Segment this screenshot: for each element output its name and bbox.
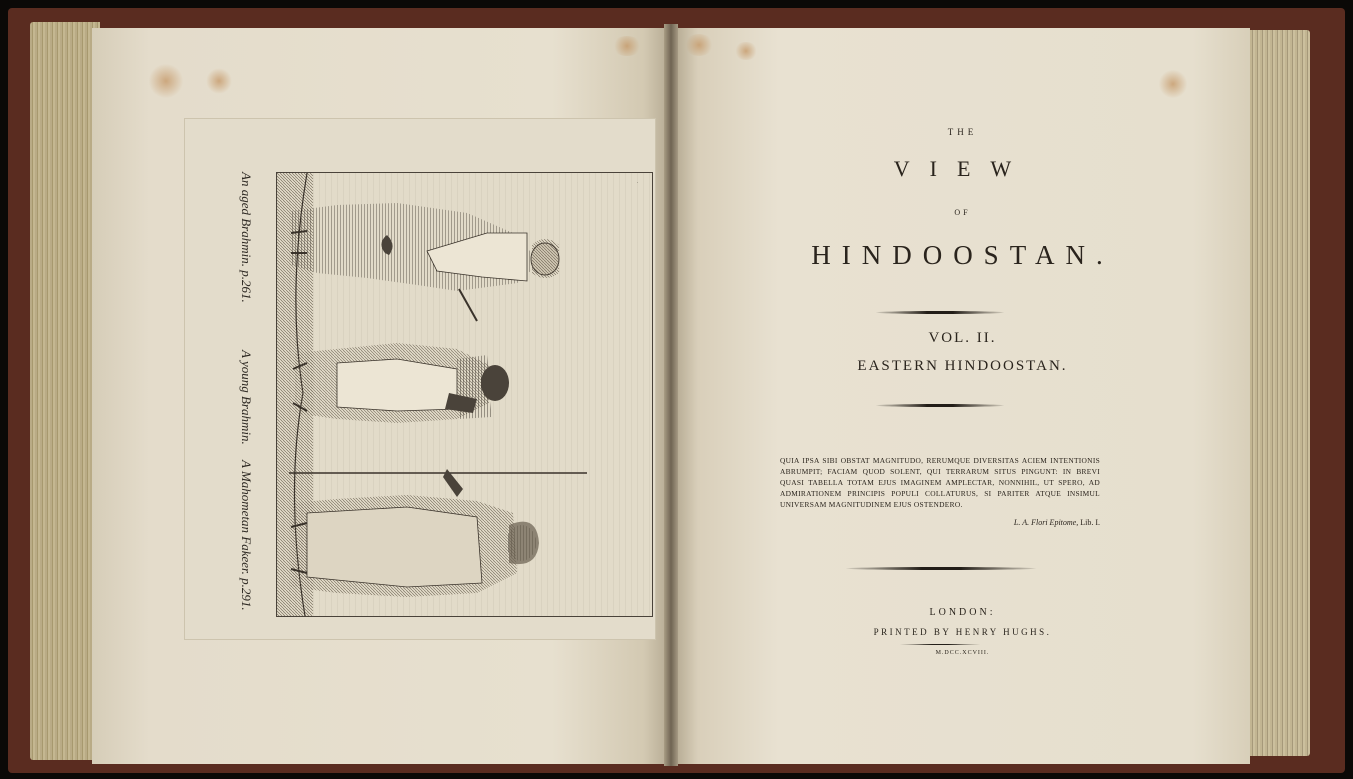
title-of: OF bbox=[954, 208, 971, 217]
epigraph-source bbox=[780, 518, 1100, 527]
caption-fakeer: A Mahometan Fakeer. p.291. bbox=[239, 460, 254, 611]
ornamental-rule bbox=[876, 404, 1004, 407]
imprint-place: LONDON: bbox=[929, 607, 996, 618]
epigraph: QUIA IPSA SIBI OBSTAT MAGNITUDO, RERUMQUE DIVERSITAS ACIEM INTENTIONIS ABRUMPIT; FACIAM QUOD SOLENT, QUI TERRARUM SITUS PINGUNT: IN BREVI QUASI TABELLA TOTAM EJUS IMAGINEM AMPLECTAR, NONNIHIL, UT SPERO, AD ADMIRATIONEM PRINCIPIS POPULI COLLATURUS, SI PARITER ATQUE INSIMUL UNIVERSAM MAGNITUDINEM EJUS OSTENDERO. bbox=[780, 456, 1100, 509]
foxing-spot bbox=[148, 64, 184, 98]
volume-number: VOL. II. bbox=[928, 330, 997, 346]
engraving-illustration bbox=[277, 173, 652, 616]
imprint-year: M.DCC.XCVIII. bbox=[935, 650, 990, 656]
title-view: VIEW bbox=[893, 156, 1032, 181]
caption-aged-brahmin: An aged Brahmin. p.261. bbox=[239, 172, 254, 303]
epigraph-source-title: L. A. Flori Epitome, bbox=[1013, 518, 1079, 527]
foxing-spot bbox=[684, 34, 714, 56]
title-the: THE bbox=[947, 127, 978, 137]
caption-young-brahmin: A young Brahmin. bbox=[239, 350, 254, 445]
imprint-rule bbox=[900, 644, 980, 645]
foxing-spot bbox=[734, 42, 758, 60]
foxing-spot bbox=[612, 36, 642, 56]
epigraph-source-book: Lib. I. bbox=[1080, 518, 1100, 527]
volume-subtitle: EASTERN HINDOOSTAN. bbox=[857, 358, 1068, 374]
ornamental-rule bbox=[876, 311, 1004, 314]
title-hindoostan: HINDOOSTAN. bbox=[811, 240, 1114, 270]
engraving-plate bbox=[276, 172, 653, 617]
left-page-edges bbox=[30, 22, 100, 760]
plate-number-mark: ' bbox=[637, 181, 638, 186]
imprint-printer: PRINTED BY HENRY HUGHS. bbox=[873, 627, 1052, 637]
foxing-spot bbox=[206, 68, 232, 94]
foxing-spot bbox=[1158, 70, 1188, 98]
right-page-edges bbox=[1245, 30, 1310, 756]
ornamental-rule bbox=[846, 567, 1036, 570]
